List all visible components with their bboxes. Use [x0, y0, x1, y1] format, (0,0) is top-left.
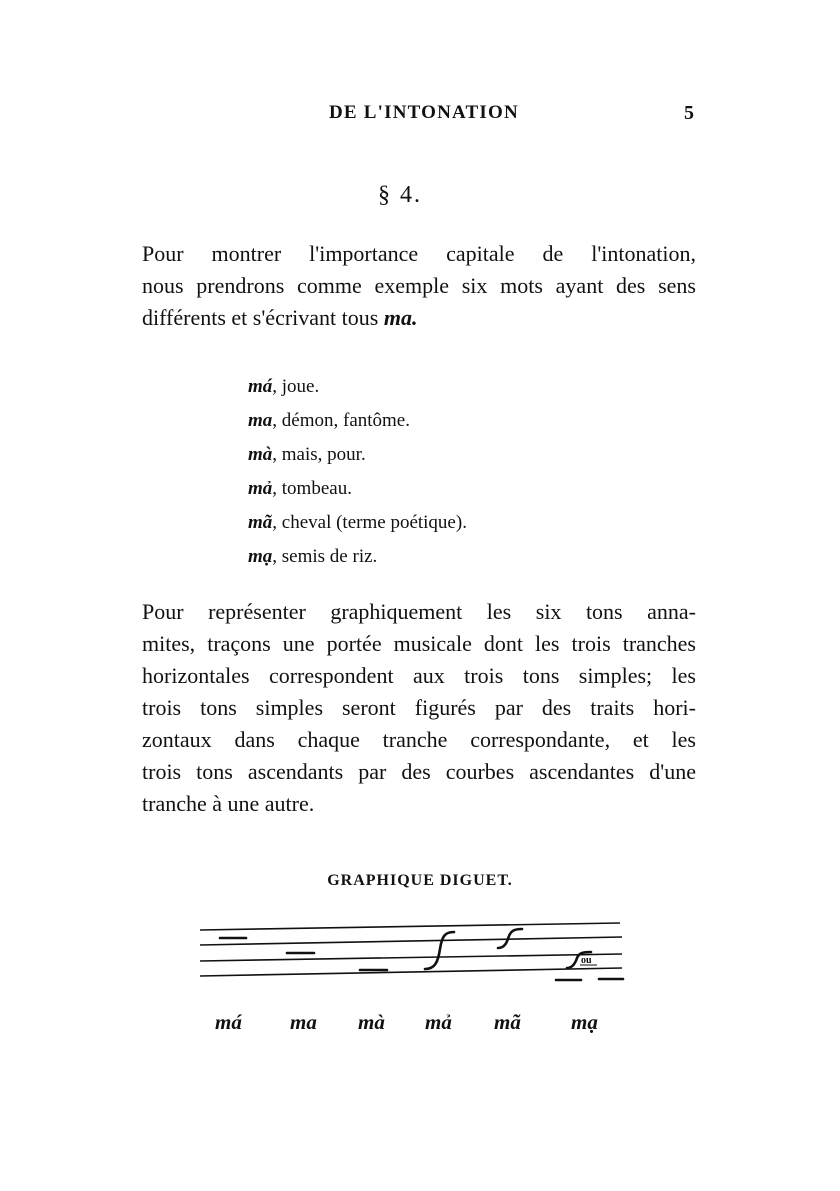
paragraph-line: Pour montrer l'importance capitale de l'intonation,: [142, 241, 696, 266]
tone-label: má: [215, 1010, 242, 1034]
graph-title: GRAPHIQUE DIGUET.: [327, 872, 513, 889]
example-word: má: [248, 376, 273, 397]
tone-label: mạ: [571, 1010, 598, 1034]
ou-label: ou: [581, 955, 592, 966]
example-gloss: , semis de riz.: [272, 546, 378, 567]
example-item: [248, 506, 467, 540]
tone-label: mả: [425, 1010, 452, 1034]
paragraph-line: différents et s'écrivant tous: [142, 305, 379, 330]
example-item: [248, 370, 467, 404]
tone-label: ma: [290, 1010, 317, 1034]
page-number: 5: [684, 102, 694, 124]
tone-curve-low-to-high: [425, 932, 454, 969]
example-list: [248, 370, 467, 574]
running-title: DE L'INTONATION: [329, 102, 519, 123]
staff-line: [200, 968, 622, 976]
paragraph-line: Pour représenter graphiquement les six tons anna-: [142, 599, 696, 624]
example-gloss: , mais, pour.: [272, 444, 366, 465]
section-heading: § 4.: [378, 182, 422, 208]
example-word: mà: [248, 444, 273, 465]
example-item: [248, 540, 467, 574]
running-header: [0, 100, 840, 130]
staff-line: [200, 923, 620, 930]
paragraph-line: trois tons ascendants par des courbes ascendantes d'une: [142, 759, 696, 784]
emphasized-word: ma.: [383, 305, 418, 330]
example-item: [248, 404, 467, 438]
staff-line: [200, 954, 622, 961]
tone-label: mã: [494, 1010, 521, 1034]
example-word: ma: [248, 410, 273, 431]
example-gloss: , démon, fantôme.: [272, 410, 410, 431]
paragraph-line: trois tons simples seront figurés par des traits hori-: [142, 695, 696, 720]
example-word: mả: [248, 478, 273, 499]
staff-line: [200, 937, 622, 945]
example-word: mạ: [248, 546, 273, 567]
paragraph-line-last: [142, 302, 696, 334]
example-item: [248, 472, 467, 506]
explanation-paragraph: [142, 596, 696, 820]
paragraph-line: zontaux dans chaque tranche correspondante, et les: [142, 727, 696, 752]
paragraph-line: horizontales correspondent aux trois tons simples; les: [142, 663, 696, 688]
paragraph-line: mites, traçons une portée musicale dont les trois tranches: [142, 631, 696, 656]
example-gloss: , cheval (terme poétique).: [272, 512, 467, 533]
example-gloss: , joue.: [272, 376, 320, 397]
example-gloss: , tombeau.: [272, 478, 352, 499]
tone-label-row: [0, 1010, 840, 1040]
paragraph-line: nous prendrons comme exemple six mots ayant des sens: [142, 273, 696, 298]
example-word: mã: [248, 512, 273, 533]
tone-staff-diagram: [195, 918, 635, 990]
paragraph-line: tranche à une autre.: [142, 791, 315, 816]
example-item: [248, 438, 467, 472]
tone-label: mà: [358, 1010, 385, 1034]
intro-paragraph: [142, 238, 696, 334]
